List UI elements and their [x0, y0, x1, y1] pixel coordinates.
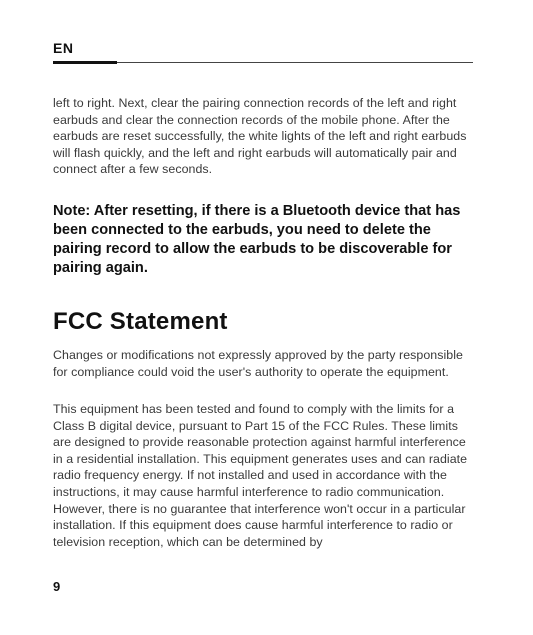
- fcc-statement-heading: FCC Statement: [53, 308, 228, 335]
- fcc-modifications-paragraph: Changes or modifications not expressly approved by the party responsible for compliance could void the user's authority to operate the equipment.: [53, 348, 463, 379]
- language-label: EN: [53, 40, 74, 56]
- reset-instructions-paragraph: left to right. Next, clear the pairing connection records of the left and right earbuds and clear the connection records of the mobile phone. After the earbuds are reset successfully, the white lights of the left and right earbuds will flash quickly, and the left and right earbuds will automatically pair and connect after a few seconds.: [53, 96, 467, 177]
- reset-note: Note: After resetting, if there is a Bluetooth device that has been connected to the earbuds, you need to delete the pairing record to allow the earbuds to be discoverable for pairing again.: [53, 203, 461, 276]
- page-number: 9: [53, 579, 61, 594]
- manual-page: [53, 0, 473, 635]
- header-rule-accent: [53, 61, 117, 64]
- fcc-compliance-paragraph: This equipment has been tested and found to comply with the limits for a Class B digital device, pursuant to Part 15 of the FCC Rules. These limits are designed to provide reasonable protection against harmful interference in a residential installation. This equipment generates uses and can radiate radio frequency energy. If not installed and used in accordance with the instructions, it may cause harmful interference to radio communication. However, there is no guarantee that interference won't occur in a particular installation. If this equipment does cause harmful interference to radio or television reception, which can be determined by: [53, 402, 468, 549]
- header-rule: [117, 62, 473, 63]
